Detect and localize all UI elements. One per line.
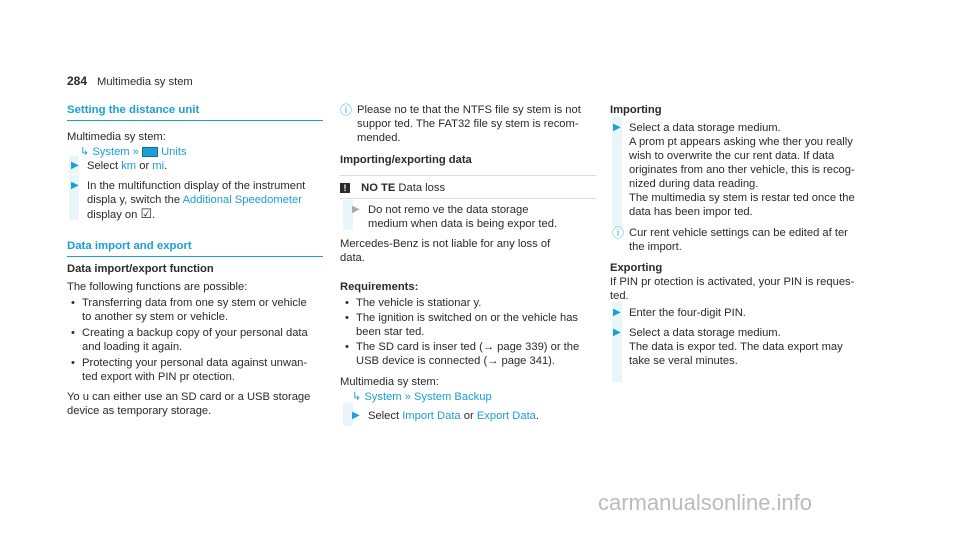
step-arrow-icon: ▶ xyxy=(352,410,360,421)
watermark: carmanualsonline.info xyxy=(598,490,813,515)
page-number: 284 xyxy=(67,74,88,88)
step-text: . xyxy=(164,160,168,172)
note-text: Mercedes-Benz is not liable for any loss of data. xyxy=(340,238,551,264)
step-text: displa y, switch the xyxy=(87,194,181,206)
section-title-data-import: Data import and export xyxy=(67,240,192,252)
info-note: ⓘ Cur rent vehicle settings can be edited af ter the import. xyxy=(612,226,848,253)
import-data-option[interactable]: Import Data xyxy=(402,410,461,422)
path-arrow-icon: ↳ xyxy=(80,146,90,158)
menu-system-backup[interactable]: System Backup xyxy=(413,391,492,403)
step-text: or xyxy=(463,410,474,422)
warning-icon: ! xyxy=(340,183,350,193)
step-arrow-icon: ▶ xyxy=(613,327,621,338)
path-arrow-icon: ↳ xyxy=(352,391,362,403)
step-arrow-icon: ▶ xyxy=(613,122,621,133)
list-item: • The vehicle is stationar y. xyxy=(356,296,596,310)
section-rule xyxy=(67,256,323,257)
step-select-medium: ▶ Select a data storage medium. The data is expor ted. The data export may take se veral minutes. xyxy=(613,327,843,367)
units-icon xyxy=(142,147,158,157)
step-text: Select xyxy=(87,160,119,172)
menu-units[interactable]: Units xyxy=(161,146,187,158)
section-title-distance-unit: Setting the distance unit xyxy=(67,104,200,116)
step-enter-pin: ▶ Enter the four-digit PIN. xyxy=(613,307,746,319)
note-step: ▶ Do not remo ve the data storage medium when data is being expor ted. xyxy=(352,204,558,230)
intro-text: The following functions are possible: xyxy=(67,281,248,293)
step-text: . xyxy=(535,410,540,422)
step-select-import-export xyxy=(352,409,540,423)
option-km[interactable]: km xyxy=(121,160,137,172)
info-icon: ⓘ xyxy=(612,226,625,240)
list-item: • Creating a backup copy of your personal data and loading it again. xyxy=(82,326,327,354)
note-label: NO TE xyxy=(361,182,396,194)
step-text: Select xyxy=(368,410,400,422)
exporting-paragraph: If PIN pr otection is activated, your PIN is reques- ted. xyxy=(610,276,855,302)
option-mi[interactable]: mi xyxy=(152,160,165,172)
chevron-right-icon: » xyxy=(132,146,139,158)
step-text: display on xyxy=(87,209,138,221)
step-text: In the multifunction display of the instrument xyxy=(87,180,306,192)
subheading-import-export: Data import/export function xyxy=(67,263,214,275)
checkbox-checked-icon: ☑ xyxy=(140,206,153,221)
note-header xyxy=(340,181,445,195)
running-title: Multimedia sy stem xyxy=(97,76,193,88)
section-rule xyxy=(67,120,323,121)
step-arrow-icon: ▶ xyxy=(71,160,79,171)
menu-intro: Multimedia sy stem: xyxy=(340,376,439,388)
menu-path xyxy=(80,145,187,159)
list-item: • The ignition is switched on or the vehicle has been star ted. xyxy=(356,311,596,339)
step-arrow-icon: ▶ xyxy=(71,180,79,191)
list-item: • The SD card is inser ted (→ page 339) or the USB device is connected (→ page 341). xyxy=(356,340,596,368)
chevron-right-icon: » xyxy=(404,391,411,403)
note-divider xyxy=(340,198,596,199)
list-item: • Protecting your personal data against unwan- ted export with PIN pr otection. xyxy=(82,356,327,384)
info-note: ⓘ Please no te that the NTFS file sy stem is not suppor ted. The FAT32 file sy stem is recom- mended. xyxy=(340,103,581,144)
additional-speedometer-link[interactable]: Additional Speedometer xyxy=(182,194,302,206)
menu-system[interactable]: System xyxy=(92,146,130,158)
storage-paragraph: Yo u can either use an SD card or a USB storage device as temporary storage. xyxy=(67,391,311,417)
requirements-title: Requirements: xyxy=(340,281,419,293)
step-text: or xyxy=(139,160,150,172)
note-title: Data loss xyxy=(398,182,446,194)
step-arrow-icon: ▶ xyxy=(613,307,621,318)
step-arrow-icon: ▶ xyxy=(352,204,360,215)
menu-system[interactable]: System xyxy=(364,391,402,403)
step-import: ▶ Select a data storage medium. A prom pt appears asking whe ther you really wish to overwrite the cur rent data. If data originates from ano ther vehicle, this is recog- nized during data reading. The multimedia sy stem is restar ted once the data has been impor ted. xyxy=(613,122,855,218)
step-switch-speedometer: ▶ In the multifunction display of the instrument displa y, switch the Additional Speedometer display on ☑. xyxy=(87,179,327,222)
step-select-unit xyxy=(71,159,168,173)
info-icon: ⓘ xyxy=(340,103,353,117)
menu-intro: Multimedia sy stem: xyxy=(67,131,166,143)
menu-path xyxy=(352,390,492,404)
importing-title: Importing xyxy=(610,104,662,116)
exporting-title: Exporting xyxy=(610,262,663,274)
export-data-option[interactable]: Export Data xyxy=(476,410,536,422)
list-item: • Transferring data from one sy stem or vehicle to another sy stem or vehicle. xyxy=(82,296,327,324)
subheading-importing-exporting: Importing/exporting data xyxy=(340,154,472,166)
